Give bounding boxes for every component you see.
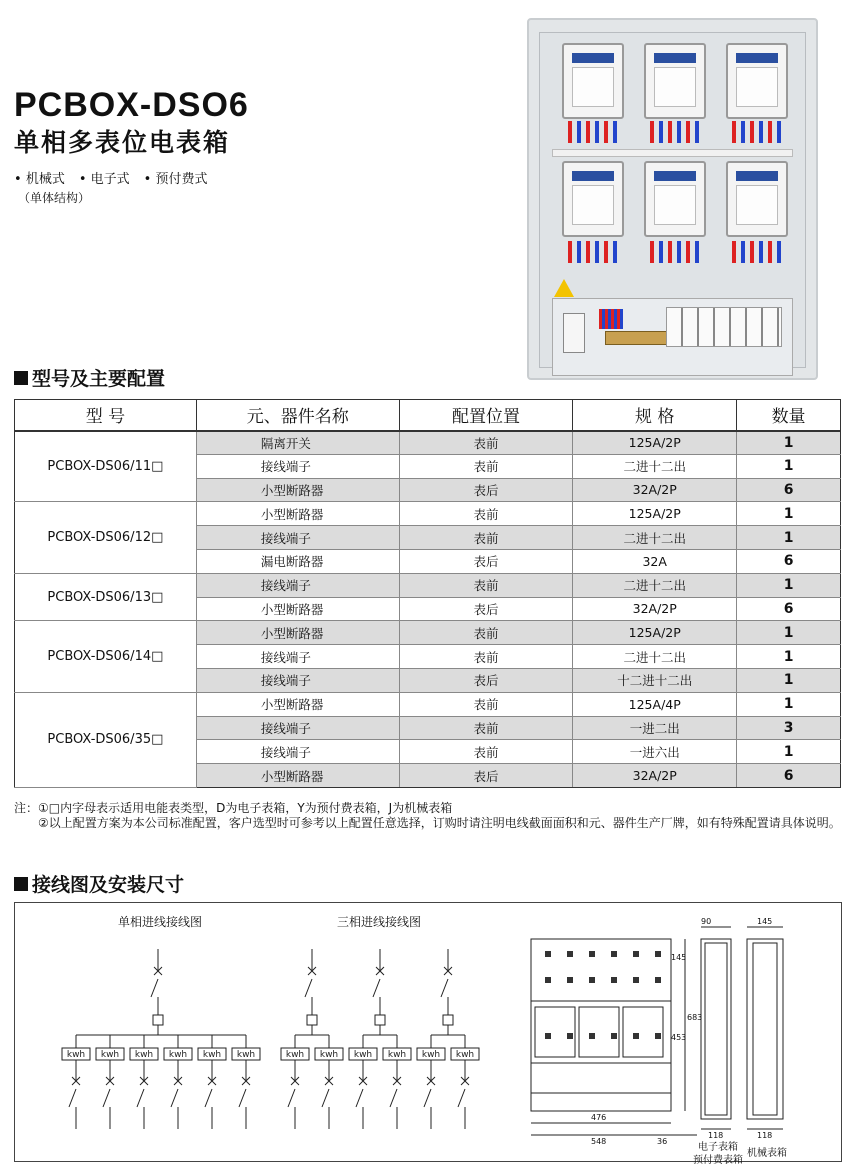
kwh-label: kwh: [236, 1050, 256, 1060]
dim-36: 36: [657, 1137, 668, 1146]
structure-note: （单体结构）: [18, 191, 91, 205]
notes: [14, 801, 848, 831]
wiring-line: [288, 1089, 295, 1107]
caption-mechanical: 机械表箱: [747, 1148, 787, 1159]
table-row: PCBOX-DS06/14□ 小型断路器 表前 125A/2P 1: [15, 621, 841, 645]
table-row: 小型断路器 表后 32A/2P 6: [15, 764, 841, 788]
wiring-line: [322, 1089, 329, 1107]
wiring-line: [356, 1089, 363, 1107]
wiring-line: [171, 1089, 178, 1107]
table-row: 接线端子 表后 十二进十二出 1: [15, 668, 841, 692]
wiring-line: [424, 1089, 431, 1107]
single-phase-label: 单相进线接线图: [118, 915, 203, 929]
caption-electronic-prepaid: 电子表箱 预付费表箱: [693, 1142, 743, 1166]
meter-1: [562, 43, 624, 119]
kwh-label: kwh: [319, 1050, 339, 1060]
section-wiring-heading: 接线图及安装尺寸: [14, 870, 184, 897]
type-mechanical: • 机械式: [14, 168, 65, 187]
table-row: 接线端子 表前 二进十二出 1: [15, 645, 841, 669]
meter-6: [726, 161, 788, 237]
divider-shelf: [552, 149, 793, 157]
wiring-line: [239, 1089, 246, 1107]
table-row: 接线端子 表前 二进十二出 1: [15, 526, 841, 550]
model-cell: PCBOX-DS06/35□: [15, 692, 197, 787]
kwh-label: kwh: [66, 1050, 86, 1060]
table-row: 接线端子 表前 一进六出 1: [15, 740, 841, 764]
wiring-line: [69, 1089, 76, 1107]
isolating-switch: [563, 313, 585, 353]
col-qty: 数量: [737, 400, 841, 431]
wiring-diagram-panel: [14, 902, 842, 1166]
dim-453: 453: [671, 1033, 687, 1042]
type-electronic: • 电子式: [79, 168, 130, 187]
dim-90: 90: [701, 917, 712, 926]
table-row: PCBOX-DS06/35□ 小型断路器 表前 125A/4P 1: [15, 692, 841, 716]
dim-118-b: 118: [757, 1131, 773, 1140]
meter-3: [726, 43, 788, 119]
table-row: PCBOX-DS06/12□ 小型断路器 表前 125A/2P 1: [15, 502, 841, 526]
section-config-heading: 型号及主要配置: [14, 364, 165, 391]
product-photo: [527, 18, 818, 380]
wiring-svg: [15, 903, 841, 1161]
square-bullet-icon: [14, 877, 28, 891]
dim-118-a: 118: [708, 1131, 724, 1140]
type-prepaid: • 预付费式: [144, 168, 208, 187]
meter-4: [562, 161, 624, 237]
kwh-label: kwh: [421, 1050, 441, 1060]
dim-145-side: 145: [671, 953, 687, 962]
kwh-label: kwh: [455, 1050, 475, 1060]
product-title: PCBOX-DSO6: [14, 86, 249, 124]
table-header-row: [15, 400, 841, 431]
table-row: 小型断路器 表后 32A/2P 6: [15, 597, 841, 621]
model-cell: PCBOX-DS06/11□: [15, 431, 197, 502]
kwh-label: kwh: [353, 1050, 373, 1060]
dim-683: 683: [687, 1013, 703, 1022]
col-position: 配置位置: [399, 400, 573, 431]
three-phase-label: 三相进线接线图: [337, 915, 422, 929]
dim-476: 476: [591, 1113, 607, 1122]
wiring-line: [390, 1089, 397, 1107]
table-row: PCBOX-DS06/13□ 接线端子 表前 二进十二出 1: [15, 573, 841, 597]
note-2: ②以上配置方案为本公司标准配置，客户选型时可参考以上配置任意选择，订购时请注明电线截面面积和元、器件生产厂牌，如有特殊配置请具体说明。: [38, 816, 841, 830]
model-cell: PCBOX-DS06/13□: [15, 573, 197, 621]
table-row: PCBOX-DS06/11□ 隔离开关 表前 125A/2P 1: [15, 431, 841, 455]
table-row: 接线端子 表前 一进二出 3: [15, 716, 841, 740]
config-table: [14, 399, 841, 788]
wiring-line: [458, 1089, 465, 1107]
table-row: 小型断路器 表后 32A/2P 6: [15, 478, 841, 502]
wiring-line: [137, 1089, 144, 1107]
kwh-label: kwh: [134, 1050, 154, 1060]
dim-145-top: 145: [757, 917, 773, 926]
kwh-label: kwh: [202, 1050, 222, 1060]
table-row: 漏电断路器 表后 32A 6: [15, 549, 841, 573]
meter-2: [644, 43, 706, 119]
kwh-label: kwh: [100, 1050, 120, 1060]
warning-icon: [554, 279, 574, 297]
product-subtitle: 单相多表位电表箱: [14, 128, 231, 157]
circuit-breakers: [666, 307, 782, 347]
kwh-label: kwh: [285, 1050, 305, 1060]
dim-548: 548: [591, 1137, 607, 1146]
table-row: 接线端子 表前 二进十二出 1: [15, 454, 841, 478]
model-cell: PCBOX-DS06/14□: [15, 621, 197, 692]
meter-5: [644, 161, 706, 237]
kwh-label: kwh: [387, 1050, 407, 1060]
breaker-compartment: [552, 298, 793, 376]
col-component: 元、器件名称: [196, 400, 399, 431]
square-bullet-icon: [14, 371, 28, 385]
meter-types: [14, 168, 207, 187]
col-spec: 规 格: [573, 400, 737, 431]
kwh-label: kwh: [168, 1050, 188, 1060]
meter-box-interior: [539, 32, 806, 368]
note-1: 注：①□内字母表示适用电能表类型，D为电子表箱，Y为预付费表箱，J为机械表箱: [14, 801, 453, 815]
model-cell: PCBOX-DS06/12□: [15, 502, 197, 573]
col-model: 型 号: [15, 400, 197, 431]
wiring-line: [205, 1089, 212, 1107]
wiring-line: [103, 1089, 110, 1107]
